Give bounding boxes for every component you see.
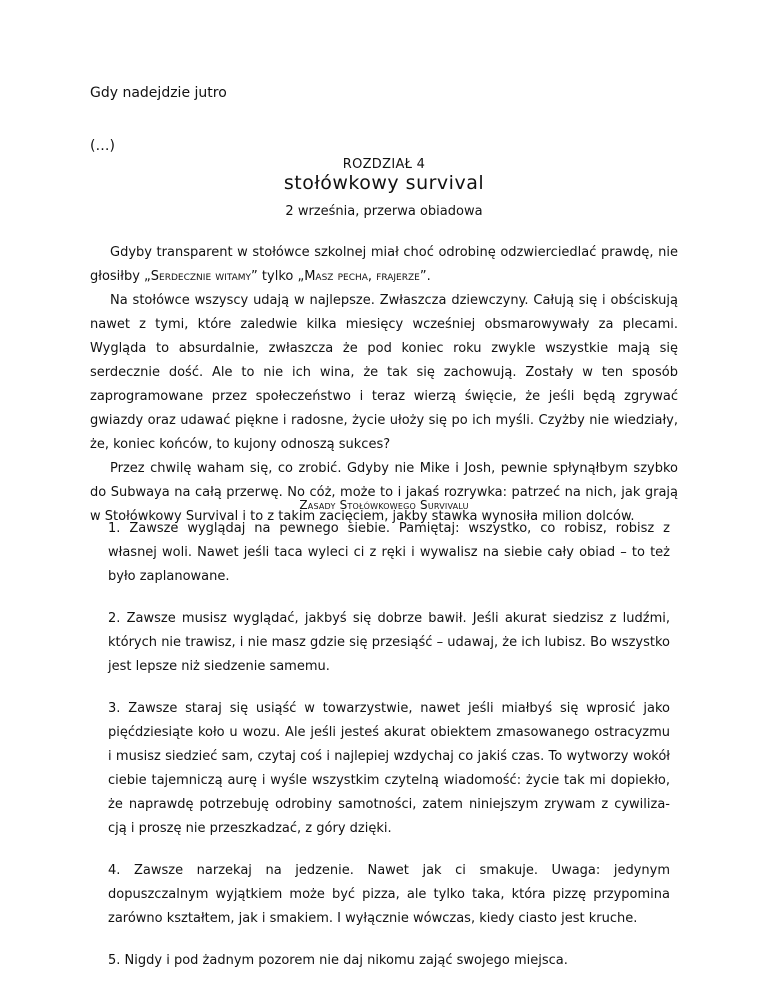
paragraph-2: Na stołówce wszyscy udają w najlepsze. Zwłaszcza dziewczyny. Całują się i obściskują nawet z tymi, które zaledwie kilka miesięcy wcześniej obsmarowywały za plecami. Wygląda to absurdalnie, zwłaszcza że pod koniec roku zwykle wszystkie mają się serdecznie dość. Ale to nie ich wina, że tak się zachowują. Zostały w ten sposób zaprogramowane przez społeczeństwo i teraz wierzą święcie, że jeśli będą zgrywać gwiazdy oraz udawać piękne i radosne, życie ułoży się po ich myśli. Czyżby nie wiedziały, że, koniec końców, to kujony odnoszą sukces?	[90, 293, 678, 452]
rules-list	[108, 517, 670, 973]
chapter-label: ROZDZIAŁ 4	[342, 157, 426, 172]
paragraph-1	[90, 241, 678, 289]
paragraph-1-text-a: Gdyby transparent w stołówce szkolnej miał choć odrobinę odzwierciedlać prawdę, nie głosiłby „	[90, 245, 678, 284]
rule-5: 5. Nigdy i pod żadnym pozorem nie daj nikomu zająć swojego miejsca.	[108, 953, 568, 968]
body-text	[90, 241, 678, 529]
chapter-date: 2 września, przerwa obiadowa	[285, 204, 483, 219]
rule-2: 2. Zawsze musisz wyglądać, jakbyś się dobrze bawił. Jeśli akurat siedzisz z ludźmi, których nie trawisz, i nie masz gdzie się przesiąść – udawaj, że ich lubisz. Bo wszystko jest lepsze niż siedzenie samemu.	[108, 611, 670, 674]
omission-marker: (…)	[90, 138, 115, 154]
paragraph-1-text-c: ”.	[419, 269, 431, 284]
paragraph-3: Przez chwilę waham się, co zrobić. Gdyby nie Mike i Josh, pewnie spłynąłbym szybko do Subwaya na całą przerwę. No cóż, może to i jakaś rozrywka: patrzeć na nich, jak grają w Stołówkowy Survival i to z takim zacięciem, jakby stawka wynosiła milion dolców.	[90, 461, 678, 524]
rules-heading: Zasady Stołówkowego Survivalu	[299, 498, 469, 512]
rule-1: 1. Zawsze wyglądaj na pewnego siebie. Pamiętaj: wszystko, co robisz, robisz z własnej woli. Nawet jeśli taca wyleci ci z ręki i wywalisz na siebie cały obiad – to też było zaplanowane.	[108, 521, 670, 584]
document-title: Gdy nadejdzie jutro	[90, 85, 227, 101]
rule-4: 4. Zawsze narzekaj na jedzenie. Nawet jak ci smakuje. Uwaga: jedynym dopuszczalnym wyjątkiem może być pizza, ale tylko taka, która pizzę przypomina zarówno kształtem, jak i smakiem. I wyłącznie wówczas, kiedy ciasto jest kruche.	[108, 863, 670, 926]
paragraph-1-text-b: ” tylko „	[251, 269, 305, 284]
banner-text-bad-luck: Masz pecha, frajerze	[304, 269, 420, 284]
rule-3: 3. Zawsze staraj się usiąść w towarzystwie, nawet jeśli miałbyś się wprosić jako pięćdziesiąte koło u wozu. Ale jeśli jesteś akurat obiektem zmasowanego ostracyzmu i musisz siedzieć sam, czytaj coś i najlepiej wzdychaj co jakiś czas. To wytworzy wokół ciebie tajemniczą aurę i wyśle wszystkim czytelną wiadomość: życie tak mi dopiekło, że naprawdę potrzebuję odrobiny samotności, zatem niniejszym zrywam z cywiliza-cją i proszę nie przeszkadzać, z góry dzięki.	[108, 701, 670, 836]
chapter-title: stołówkowy survival	[283, 172, 485, 194]
banner-text-welcome: Serdecznie witamy	[150, 269, 252, 284]
